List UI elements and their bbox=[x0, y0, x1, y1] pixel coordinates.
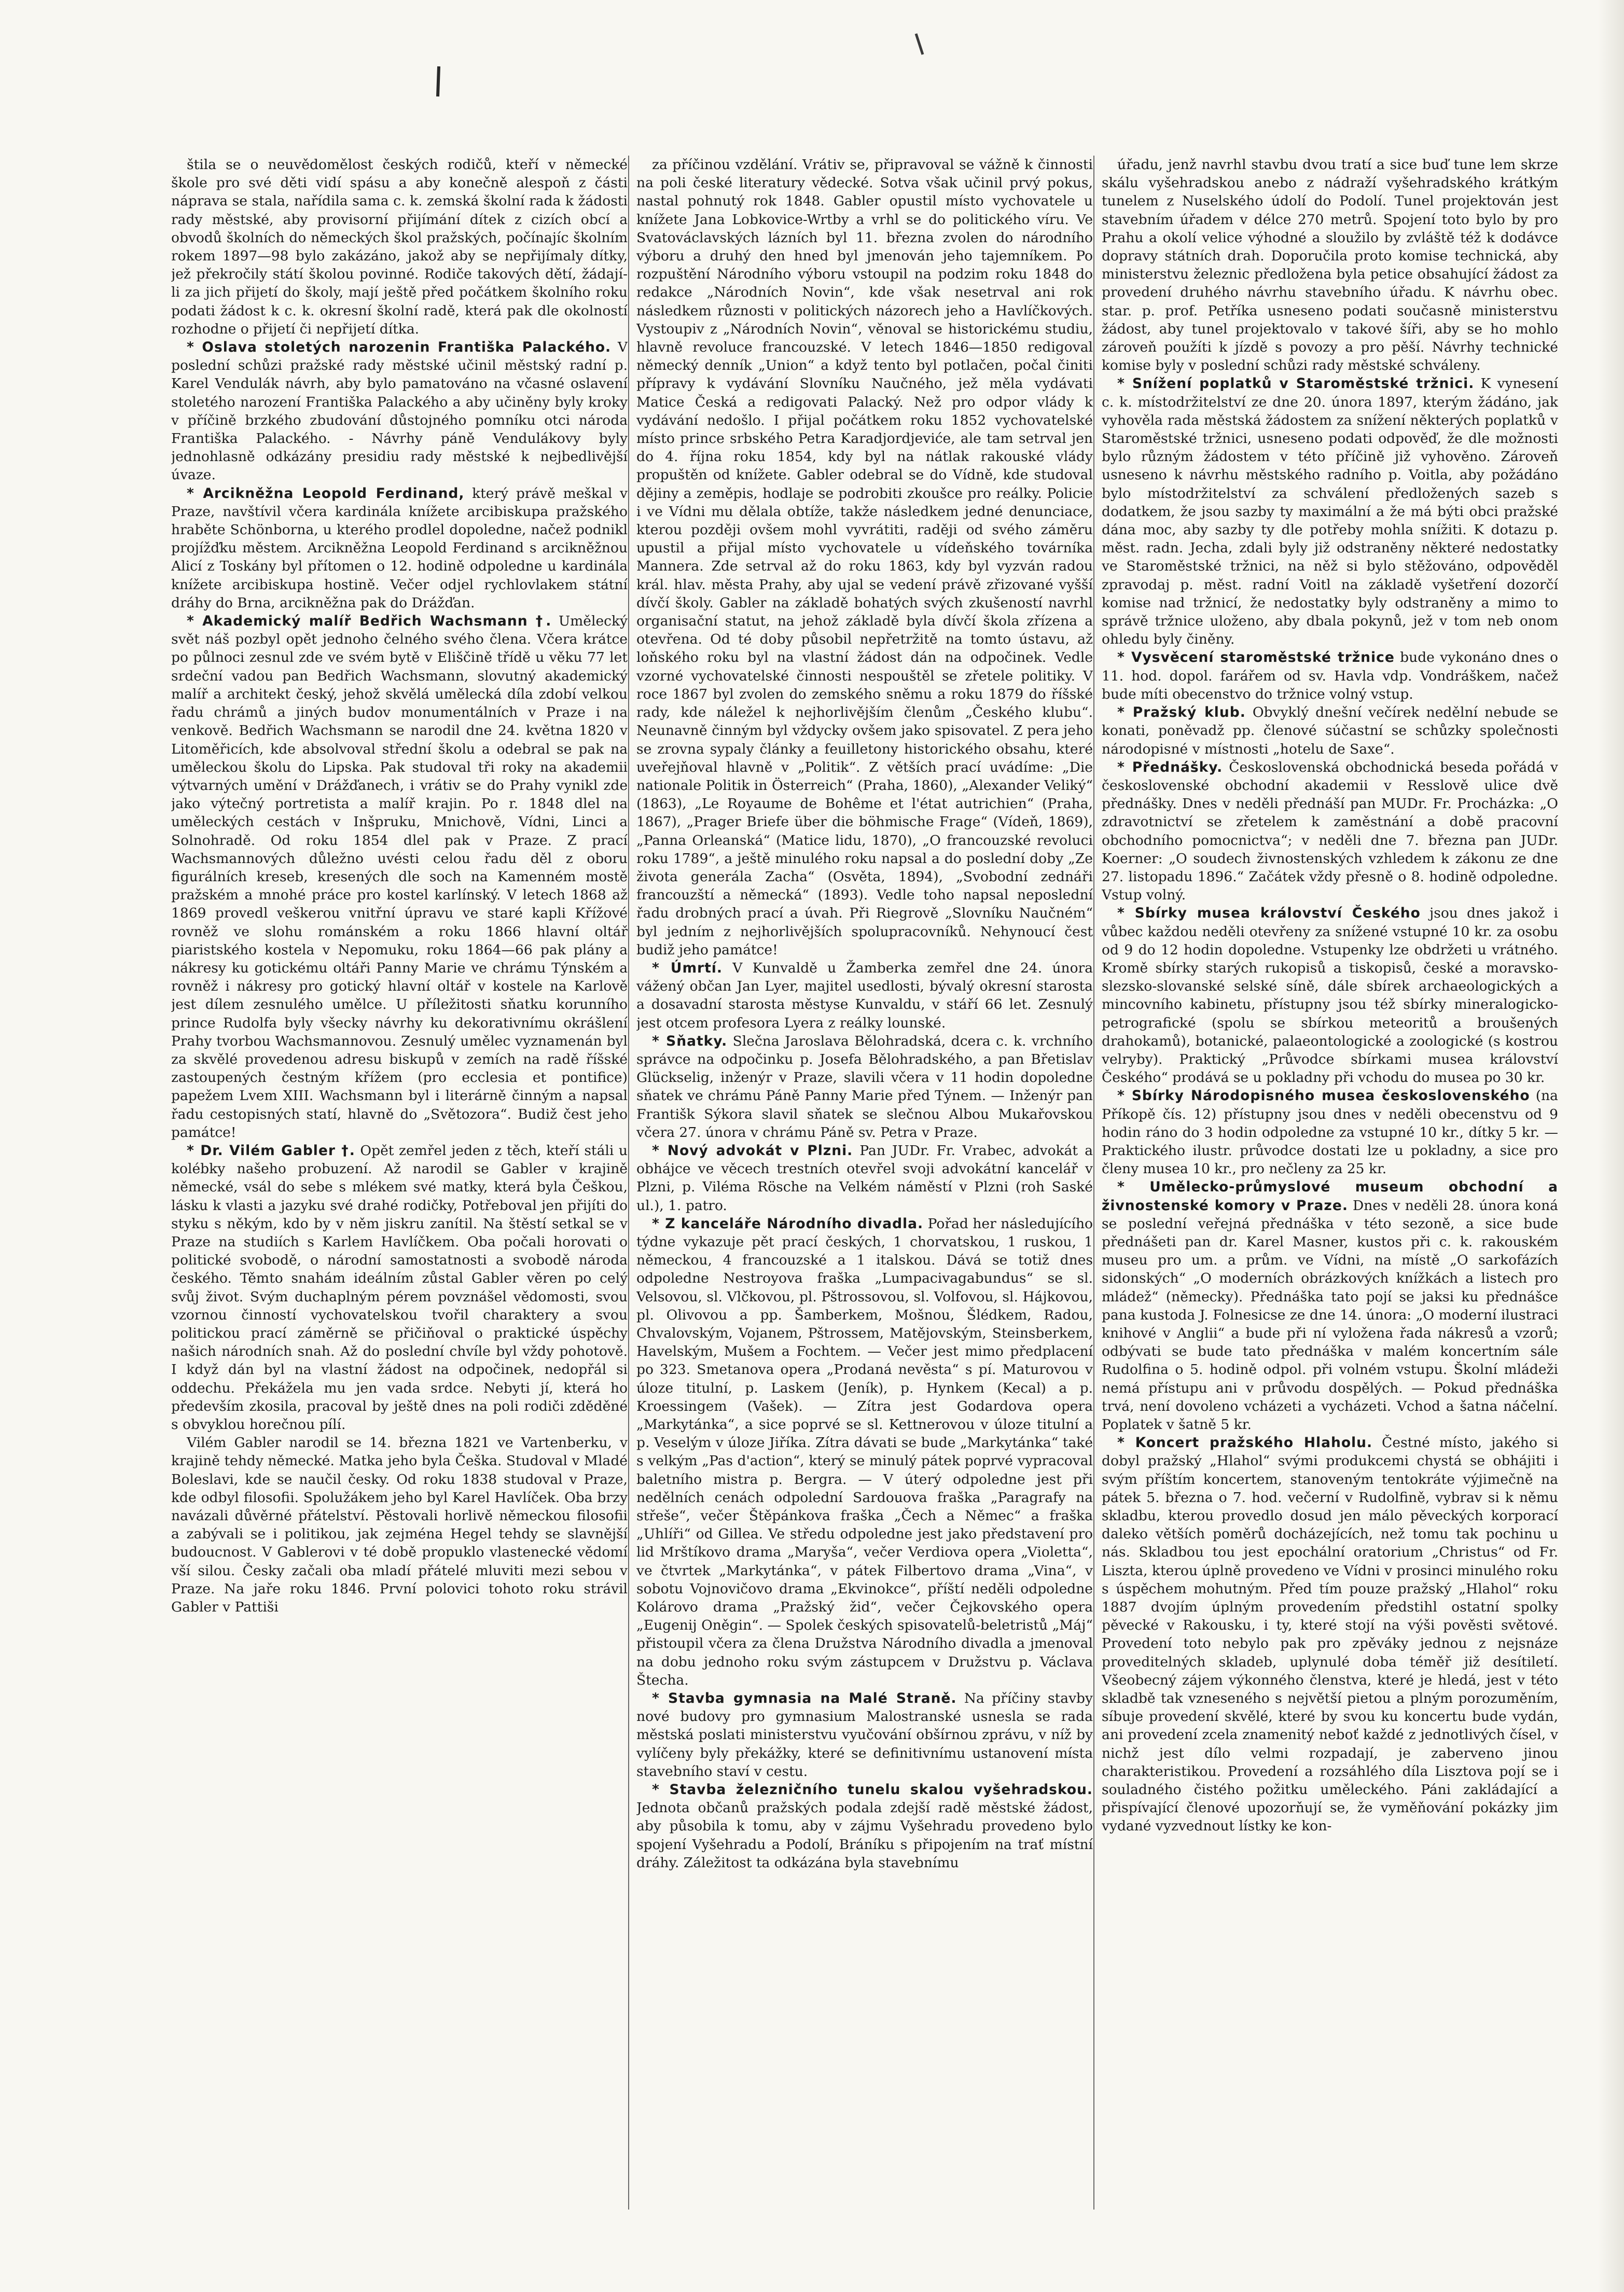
news-item bbox=[636, 1032, 1093, 1142]
news-item-heading: * Snížení poplatků v Staroměstské tržnici. bbox=[1117, 376, 1475, 392]
news-item bbox=[636, 1689, 1093, 1781]
news-item-text: V Kunvaldě u Žamberka zemřel dne 24. února vážený občan Jan Lyer, majitel usedlosti, bývalý okresní starosta a dosavadní starosta městyse Kunvaldu, v stáří 66 let. Zesnulý jest otcem profesora Lyera z reálky lounské. bbox=[636, 960, 1093, 1031]
news-item bbox=[1102, 648, 1558, 703]
news-item-heading: * Sbírky Národopisného musea československého bbox=[1117, 1088, 1530, 1104]
news-item-heading: * Dr. Vilém Gabler †. bbox=[187, 1142, 355, 1159]
news-item bbox=[1102, 1178, 1558, 1434]
column-right bbox=[1102, 156, 1558, 2210]
news-item-heading: * Nový advokát v Plzni. bbox=[652, 1142, 853, 1159]
news-item bbox=[171, 484, 628, 612]
news-item-text: Dnes v neděli 28. února koná se poslední veřejná přednáška v této sezoně, a sice bude přednášeti pan dr. Karel Masner, kustos při c. k. rakouském museu pro um. a prům. ve Vídni, na místě „O sarkofázích sidonských“ „O moderních obrázkových knížkách a listech pro mládež“ (německy). Přednáška tato pojí se jaksi ku přednášce pana kustoda J. Folnesicse ze dne 14. února: „O moderní ilustraci knihové v Anglii“ a bude při ní vyložena řada nákresů a vzorů; odbývati se bude tato přednáška v malém koncertním sále Rudolfina o 5. hodině odpol. při volném vstupu. Školní mládeži nemá přístupu ani v průvodu dospělých. — Pokud přednáška trvá, není dovoleno vcházeti a vycházeti. Vchod a šatna náčelní. Poplatek v šatně 5 kr. bbox=[1102, 1197, 1558, 1433]
news-item-text: úřadu, jenž navrhl stavbu dvou tratí a sice buď tune lem skrze skálu vyšehradskou anebo z nádraží vyšehradského krátkým tunelem z Nuselského údolí do Podolí. Tunel projektován jest stavebním úřadem v délce 270 metrů. Spojení toto bylo by pro Prahu a okolí velice výhodné a sloužilo by zvláště též k dodávce dopravy státních drah. Doporučila proto komise technická, aby ministerstvu železnic předložena byla petice obsahující žádost za provedení druhého návrhu stavebního úřadu. K návrhu obec. star. p. prof. Petříka usneseno podati současně ministerstvu žádost, aby tunel projektovalo v takové šíři, aby se ho mohlo zároveň použíti k jízdě s povozy a pro pěší. Návrhy technické komise byly v poslední schůzi rady městské schváleny. bbox=[1102, 157, 1558, 374]
news-item-text: Pan JUDr. Fr. Vrabec, advokát a obhájce ve věcech trestních otevřel svoji advokátní kancelář v Plzni, p. Viléma Rösche na Velkém náměstí v Plzni (roh Saské ul.), 1. patro. bbox=[636, 1142, 1093, 1214]
news-item-heading: * Sňatky. bbox=[652, 1033, 728, 1049]
news-item-text: jsou dnes jakož i vůbec každou neděli otevřeny za snížené vstupné 10 kr. za osobu od 9 do 12 hodin dopoledne. Vstupenky lze obdržeti u vrátného. Kromě sbírky starých rukopisů a tiskopisů, české a moravsko-slezsko-slovanské selské síně, dále sbírek archaeologických a mincovního kabinetu, přístupny jsou též sbírky mineralogicko-petrografické (spolu se sbírkou meteoritů a broušených drahokamů), botanické, palaeontologické a zoologické (s kostrou velryby). Praktický „Průvodce sbírkami musea království Českého“ prodává se u pokladny při vchodu do musea po 30 kr. bbox=[1102, 905, 1558, 1086]
news-item-heading: * Umělecko-průmyslové museum obchodní a živnostenské komory v Praze. bbox=[1102, 1179, 1558, 1214]
column-left bbox=[171, 156, 628, 2210]
news-item bbox=[1102, 758, 1558, 905]
news-item-text: který právě meškal v Praze, navštívil včera kardinála knížete arcibiskupa pražského hraběte Schönborna, u kterého prodlel dopoledne, načež podnikl projížďku městem. Arcikněžna Leopold Ferdinand s arcikněžnou Alicí z Toskány byl přítomen o 12. hodině odpoledne u kardinála knížete arcibiskupa hostině. Večer odjel rychlovlakem státní dráhy do Brna, arcikněžna pak do Drážďan. bbox=[171, 485, 628, 611]
news-item-text: Umělecký svět náš pozbyl opět jednoho čelného svého člena. Včera krátce po půlnoci zesnul zde ve svém bytě v Eliščině třídě u věku 77 let srdeční vadou pan Bedřich Wachsmann, slovutný akademický malíř a architekt český, jehož skvělá umělecká díla zdobí velkou řadu chrámů a jiných budov monumentálních v Praze i na venkově. Bedřich Wachsmann se narodil dne 24. května 1820 v Litoměřicích, kde absolvoval střední školu a odebral se pak na uměleckou školu do Lipska. Pak studoval tři roky na akademii výtvarných umění v Drážďanech, i vrátiv se do Prahy vynikl zde jako výtečný portretista a malíř krajin. Po r. 1848 dlel na uměleckých cestách v Inšpruku, Mnichově, Vídni, Linci a Solnohradě. Od roku 1854 dlel pak v Praze. Z prací Wachsmannových důležno uvésti celou řadu děl z oboru figurálních kreseb, kresených dle soch na Kamenném mostě pražském a mnohé práce pro kostel karlínský. V letech 1868 až 1869 provedl veškerou vnitřní úpravu ve staré kapli Křížové rovněž ve slohu románském a roku 1866 hlavní oltář piaristského kostela v Nepomuku, roku 1864—66 pak plány a nákresy ku gotickému oltáři Panny Marie ve chrámu Týnském a rovněž i nákresy pro gotický hlavní oltář v kostele na Karlově jest dílem zesnulého umělce. U příležitosti sňatku korunního prince Rudolfa byly všecky návrhy ku dekorativnímu okrášlení Prahy tvorbou Wachsmannovou. Zesnulý umělec vyznamenán byl za skvělé provedenou adresu biskupů v zemích na radě říšské zastoupených čestným křížem (pro ecclesia et pontifice) papežem Lvem XIII. Wachsmann byl i literárně činným a napsal řadu cestopisných statí, hlavně do „Světozora“. Budiž čest jeho památce! bbox=[171, 613, 628, 1141]
news-item-text: Čestné místo, jakého si dobyl pražský „Hlahol“ svými produkcemi chystá se obhájiti i svým příštím koncertem, stanoveným tentokráte výjimečně na pátek 5. března o 7. hod. večerní v Rudolfině, vybrav si k němu skladbu, kterou provedlo dosud jen málo pěveckých korporací daleko větších poměrů docházejících, než tomu tak pochinu u nás. Skladbou tou jest epochální oratorium „Christus“ od Fr. Liszta, kterou úplně provedeno ve Vídni v prosinci minulého roku s úspěchem mohutným. Před tím pouze pražský „Hlahol“ roku 1887 dvojím úplným provedením předstihl ostatní spolky pěvecké v Rakousku, i ty, které stojí na výši pověsti světové. Provedení toto nebylo pak pro zpěváky jednou z nejsnáze proveditelných skladeb, uplynulé doba téměř již desítiletí. Všeobecný zájem výkonného členstva, které je hledá, jest v této skladbě tak vzneseného s největší pietou a plným porozuměním, síbuje provedení skvělé, které by svou ku koncertu bude vydán, ani provedení zcela znamenitý neboť každé z jednotlivých čísel, v nichž jest dílo velmi rozpadají, je zaberveno jinou charakteristikou. Provedení a rozsáhlého díla Lisztova pojí se i souladného čistého požitku uměleckého. Páni zakládající a přispívající členové upozorňují se, že vyměňování pokázky jim vydané vyzvednout lístky ke kon- bbox=[1102, 1435, 1558, 1835]
news-item bbox=[636, 1781, 1093, 1872]
article-paragraph bbox=[171, 156, 628, 338]
news-item bbox=[1102, 1087, 1558, 1178]
news-item-text: K vynesení c. k. místodržitelství ze dne 20. února 1897, kterým žádáno, jak vyhověla rada městská žádostem za snížení některých poplatků v Staroměstské tržnici, usneseno podati odpověď, že dle možnosti bylo různým žádostem v této příčině již vyhověno. Zároveň usneseno k návrhu městského radního p. Voitla, aby požádáno bylo místodržitelství za schválení předložených sazeb s dodatkem, že jsou sazby ty maximální a že má býti obci pražské dána moc, aby sazby ty dle potřeby mohla snížiti. K dotazu p. měst. radn. Jecha, zdali byly již odstraněny některé nedostatky ve Staroměstské tržnici, na něž si bylo stěžováno, odpověděl zpravodaj p. měst. radní Voitl na základě vyšetření dozorčí komise nad tržnicí, že nedostatky byly odstraněny a mimo to správě tržnice uloženo, aby dbala pokynů, jež v tom neb onom ohledu byly činěny. bbox=[1102, 376, 1558, 648]
page-edge-shadow bbox=[1598, 0, 1624, 2292]
news-item bbox=[171, 612, 628, 1142]
news-item bbox=[1102, 904, 1558, 1087]
news-item-heading: * Z kanceláře Národního divadla. bbox=[652, 1215, 924, 1232]
news-item-heading: * Sbírky musea království Českého bbox=[1117, 905, 1421, 922]
column-middle bbox=[636, 156, 1093, 2210]
news-item-heading: * Arcikněžna Leopold Ferdinand, bbox=[187, 485, 465, 502]
news-item bbox=[636, 1142, 1093, 1215]
news-item-text: Pořad her následujícího týdne vykazuje pět prací českých, 1 chorvatskou, 1 ruskou, 1 německou, 4 francouzské a 1 italskou. Dává se totiž dnes odpoledne Nestroyova fraška „Lumpacivagabundus“ se sl. Velsovou, sl. Vlčkovou, pl. Pštrossovou, sl. Volfovou, sl. Hájkovou, pl. Olivovou a pp. Šamberkem, Mošnou, Šlédkem, Radou, Chvalovským, Vojanem, Pštrossem, Matějovským, Steinsberkem, Havelským, Mušem a Fochtem. — Večer jest mimo předplacení po 323. Smetanova opera „Prodaná nevěsta“ s pí. Maturovou v úloze titulní, p. Laskem (Jeník), p. Hynkem (Kecal) a p. Kroessingem (Vašek). — Zítra jest Godardova opera „Markytánka“, a sice poprvé se sl. Kettnerovou v úloze titulní a p. Veselým v úloze Jiříka. Zítra dávati se bude „Markytánka“ také s velkým „Pas d'action“, který se minulý pátek poprvé vypracoval baletního mistra p. Bergra. — V úterý odpoledne jest při nedělních cenách odpolední Sardouova fraška „Paragrafy na střeše“, večer Štěpánkova fraška „Čech a Němec“ a fraška „Uhlíři“ od Gillea. Ve středu odpoledne jest jako představení pro lid Mrštíkovo drama „Maryša“, večer Verdiova opera „Violetta“, ve čtvrtek „Markytánka“, v pátek Filbertovo drama „Vina“, v sobotu Vojnovičovo drama „Ekvinokce“, příští neděli odpoledne Kolárovo drama „Pražský žid“, večer Čejkovského opera „Eugenij Oněgin“. — Spolek českých spisovatelů-beletristů „Máj“ přistoupil včera za člena Družstva Národního divadla a jmenoval na dobu jednoho roku svým zástupcem v Družstvu p. Václava Štecha. bbox=[636, 1215, 1093, 1688]
news-item-heading: * Vysvěcení staroměstské tržnice bbox=[1117, 649, 1395, 666]
column-divider bbox=[628, 156, 629, 2210]
news-item bbox=[1102, 374, 1558, 648]
stray-ink-mark bbox=[436, 66, 440, 96]
news-item-text: Vilém Gabler narodil se 14. března 1821 ve Vartenberku, v krajině tehdy německé. Matka jeho byla Češka. Studoval v Mladé Boleslavi, kde se naučil česky. Od roku 1838 studoval v Praze, kde odbyl filosofii. Spolužákem jeho byl Karel Havlíček. Oba brzy navázali důvěrné přátelství. Pěstovali horlivě německou filosofii a zabývali se i politikou, jak zejména Hegel tehdy se slavnější budoucnost. V Gablerovi v té době propuklo vlastenecké vědomí vší silou. Česky začali oba mladí přátelé mluviti mezi sebou v Praze. Na jaře roku 1846. První polovici tohoto roku strávil Gabler v Pattiši bbox=[171, 1435, 628, 1616]
news-item bbox=[636, 1215, 1093, 1689]
news-item bbox=[1102, 1434, 1558, 1835]
news-item-text: Na příčiny stavby nové budovy pro gymnasium Malostranské usnesla se rada městská poslati ministerstvu vyučování obšírnou zprávu, v níž by vylíčeny byly překážky, které se definitivnímu ustanovení místa stavebního staví v cestu. bbox=[636, 1690, 1093, 1780]
news-item-heading: * Úmrtí. bbox=[652, 960, 723, 976]
news-item-text: Slečna Jaroslava Bělohradská, dcera c. k. vrchního správce na odpočinku p. Josefa Bělohradského, a pan Břetislav Glückselig, inženýr v Praze, slavili včera v 11 hodin dopoledne sňatek ve chrámu Páně Panny Marie před Týnem. — Inženýr pan Františk Sýkora slavil sňatek se slečnou Albou Mukařovskou včera 27. února v chrámu Páně sv. Petra v Praze. bbox=[636, 1033, 1093, 1141]
news-item bbox=[1102, 703, 1558, 758]
news-item-text: bude vykonáno dnes o 11. hod. dopol. farářem od sv. Havla vdp. Vondráškem, načež bude míti obecenstvo do tržnice volný vstup. bbox=[1102, 649, 1558, 702]
news-item bbox=[171, 338, 628, 484]
stray-ink-mark bbox=[915, 33, 924, 54]
column-divider bbox=[1093, 156, 1094, 2210]
news-item bbox=[636, 959, 1093, 1032]
news-item-text: V poslední schůzi pražské rady městské učinil městský radní p. Karel Vendulák návrh, aby bylo pamatováno na včasné oslavení stoletého narození Františka Palackého a aby učiněny byly kroky v příčině brzkého zbudování důstojného pomníku otci národa Františka Palackého. - Návrhy páně Vendulákovy byly jednohlasně odkázány presidiu rady městské k nejbedlivější úvaze. bbox=[171, 339, 628, 483]
news-item-text: Opět zemřel jeden z těch, kteří stáli u kolébky našeho probuzení. Až narodil se Gabler v krajině německé, vsál do sebe s mlékem své matky, která byla Češkou, lásku k vlasti a jazyku své drahé rodičky, Potřeboval jen přijíti do styku s někým, kdo by v něm jiskru zanítil. Na štěstí setkal se v Praze na studiích s Karlem Havlíčkem. Oba počali horovati o politické svobodě, o národní samostatnosti a svobodě národa českého. Těmto snahám ideálním zůstal Gabler věren po celý svůj život. Svým duchaplným pérem povznášel vědomosti, svou vzornou činností vychovatelskou tvořil charaktery a svou politickou prací záměrně se přičiňoval o praktické úspěchy našich národních snah. Až do poslední chvíle byl vždy pohotově. I když dán byl na vlastní žádost na odpočinek, nedopřál si oddechu. Překážela mu jen vada srdce. Nebyti jí, která ho především zkosila, pracoval by ještě dnes na poli rodiči zděděné s obvyklou horečnou pílí. bbox=[171, 1142, 628, 1433]
news-item-heading: * Přednášky. bbox=[1117, 759, 1223, 775]
news-item-heading: * Stavba železničního tunelu skalou vyšehradskou. bbox=[652, 1782, 1093, 1798]
news-item-heading: * Akademický malíř Bedřich Wachsmann †. bbox=[187, 613, 552, 630]
news-item-heading: * Pražský klub. bbox=[1117, 704, 1246, 721]
news-item-text: Československá obchodnická beseda pořádá v československé obchodní akademii v Resslově ulice dvě přednášky. Dnes v neděli přednáší pan MUDr. Fr. Procházka: „O zdravotnictví se zřetelem k zaměstnání a době pracovní obchodního pomocnictva“; v neděli dne 7. března pan JUDr. Koerner: „O soudech živnostenských vzhledem k zákonu ze dne 27. listopadu 1896.“ Začátek vždy přesně o 8. hodině odpoledne. Vstup volný. bbox=[1102, 759, 1558, 904]
article-paragraph bbox=[636, 156, 1093, 959]
news-item-text: (na Příkopě čís. 12) přístupny jsou dnes v neděli obecenstvu od 9 hodin ráno do 3 hodin odpoledne za vstupné 10 kr., dítky 5 kr. — Praktického ilustr. průvodce dostati lze u pokladny, a sice pro členy musea 10 kr., pro nečleny za 25 kr. bbox=[1102, 1088, 1558, 1177]
news-item-text: Jednota občanů pražských podala zdejší radě městské žádost, aby působila k tomu, aby v zájmu Vyšehradu provedeno bylo spojení Vyšehradu a Podolí, Bráníku s připojením na trať místní dráhy. Záležitost ta odkázána byla stavebnímu bbox=[636, 1800, 1093, 1871]
article-paragraph bbox=[1102, 156, 1558, 374]
news-item-heading: * Stavba gymnasia na Malé Straně. bbox=[652, 1690, 957, 1707]
news-item-text: štila se o neuvědomělost českých rodičů, kteří v německé škole pro své děti vidí spásu a aby konečně alespoň z části náprava se stala, nařídila sama c. k. zemská školní rada k žádosti rady městské, aby provisorní přijímání dítek z cizích obcí a obvodů školních do německých škol pražských, počínajíc školním rokem 1897—98 bylo zakázáno, jakož aby se nepřijímaly dítky, jež překročily státí školou povinné. Rodiče takových dětí, žádají-li za jich přijetí do školy, mají ještě před počátkem školního roku podati žádost k c. k. okresní školní radě, která pak dle okolností rozhodne o přijetí či nepřijetí dítka. bbox=[171, 157, 628, 337]
news-item-heading: * Koncert pražského Hlaholu. bbox=[1117, 1435, 1373, 1451]
news-item-text: Obvyklý dnešní večírek nedělní nebude se konati, poněvadž pp. členové súčastní se schůzky společnosti národopisné v místnosti „hotelu de Saxe“. bbox=[1102, 704, 1558, 757]
news-item bbox=[171, 1142, 628, 1434]
article-paragraph bbox=[171, 1434, 628, 1616]
news-item-heading: * Oslava stoletých narozenin Františka Palackého. bbox=[187, 339, 612, 356]
news-item-text: za příčinou vzdělání. Vrátiv se, připravoval se vážně k činnosti na poli české literatury vědecké. Sotva však učinil prvý pokus, nastal pohnutý rok 1848. Gabler opustil místo vychovatele u knížete Jana Lobkovice-Wrtby a vrhl se do politického víru. Ve Svatováclavských lázních byl 11. března zvolen do národního výboru a druhý den hned byl jmenován jeho tajemníkem. Po rozpuštění Národního výboru vstoupil na podzim roku 1848 do redakce „Národních Novin“, kde však nesetrval ani rok následkem různosti v politických názorech jeho a Havlíčkových. Vystoupiv z „Národních Novin“, věnoval se historickému studiu, hlavně revoluce francouzské. V letech 1846—1850 redigoval německý denník „Union“ a když tento byl potlačen, počal činiti přípravy k vydávání Slovníku Naučného, jež měla vydávati Matice Česká a redigovati Palacký. Než pro odpor vlády k vydávání nedošlo. I přijal počátkem roku 1852 vychovatelské místo prince srbského Petra Karadjordjeviće, ale tam setrval jen do 4. října roku 1854, kdy byl na nátlak rakouské vlády propuštěn od knížete. Gabler odebral se do Vídně, kde studoval dějiny a zeměpis, hodlaje se podrobiti zkoušce pro reálky. Policie i ve Vídni mu dělala obtíže, takže následkem jedné denunciace, kterou později ovšem mohl vyvrátiti, raději od svého záměru upustil a přijal místo vychovatele u vídeňského továrníka Mannera. Zde setrval až do roku 1863, kdy byl vyzván radou král. hlav. města Prahy, aby ujal se vedení právě zřizované vyšší dívčí školy. Gabler na základě bohatých svých zkušeností navrhl organisační statut, na jehož základě byla dívčí škola zřízena a otevřena. Od té doby působil nepřetržitě na tomto ústavu, až loňského roku byl na vlastní žádost dán na odpočinek. Vedle vzorné vychovatelské činnosti nespouštěl se zřetele politiky. V roce 1867 byl zvolen do zemského sněmu a roku 1879 do říšské rady, kde náležel k nejhorlivějším členům „Českého klubu“. Neunavně činným byl vždycky ovšem jako spisovatel. Z pera jeho se zrovna sypaly články a feuilletony historického obsahu, které uveřejňoval hlavně v „Politik“. Z větších prací uvádíme: „Die nationale Politik in Österreich“ (Praha, 1860), „Alexander Veliký“ (1863), „Le Royaume de Bohême et l'état autrichien“ (Praha, 1867), „Prager Briefe über die böhmische Frage“ (Vídeň, 1869), „Panna Orleanská“ (Matice lidu, 1870), „O francouzské revoluci roku 1789“, a ještě minulého roku napsal a do poslední doby „Ze života generála Zacha“ (Osvěta, 1894), „Svobodní zednáři francouzští a německá“ (1893). Vedle toho napsal neposlední řadu drobných prací a úvah. Při Riegrově „Slovníku Naučném“ byl jedním z nejhorlivějších spolupracovníků. Nehynoucí čest budiž jeho památce! bbox=[636, 157, 1093, 958]
